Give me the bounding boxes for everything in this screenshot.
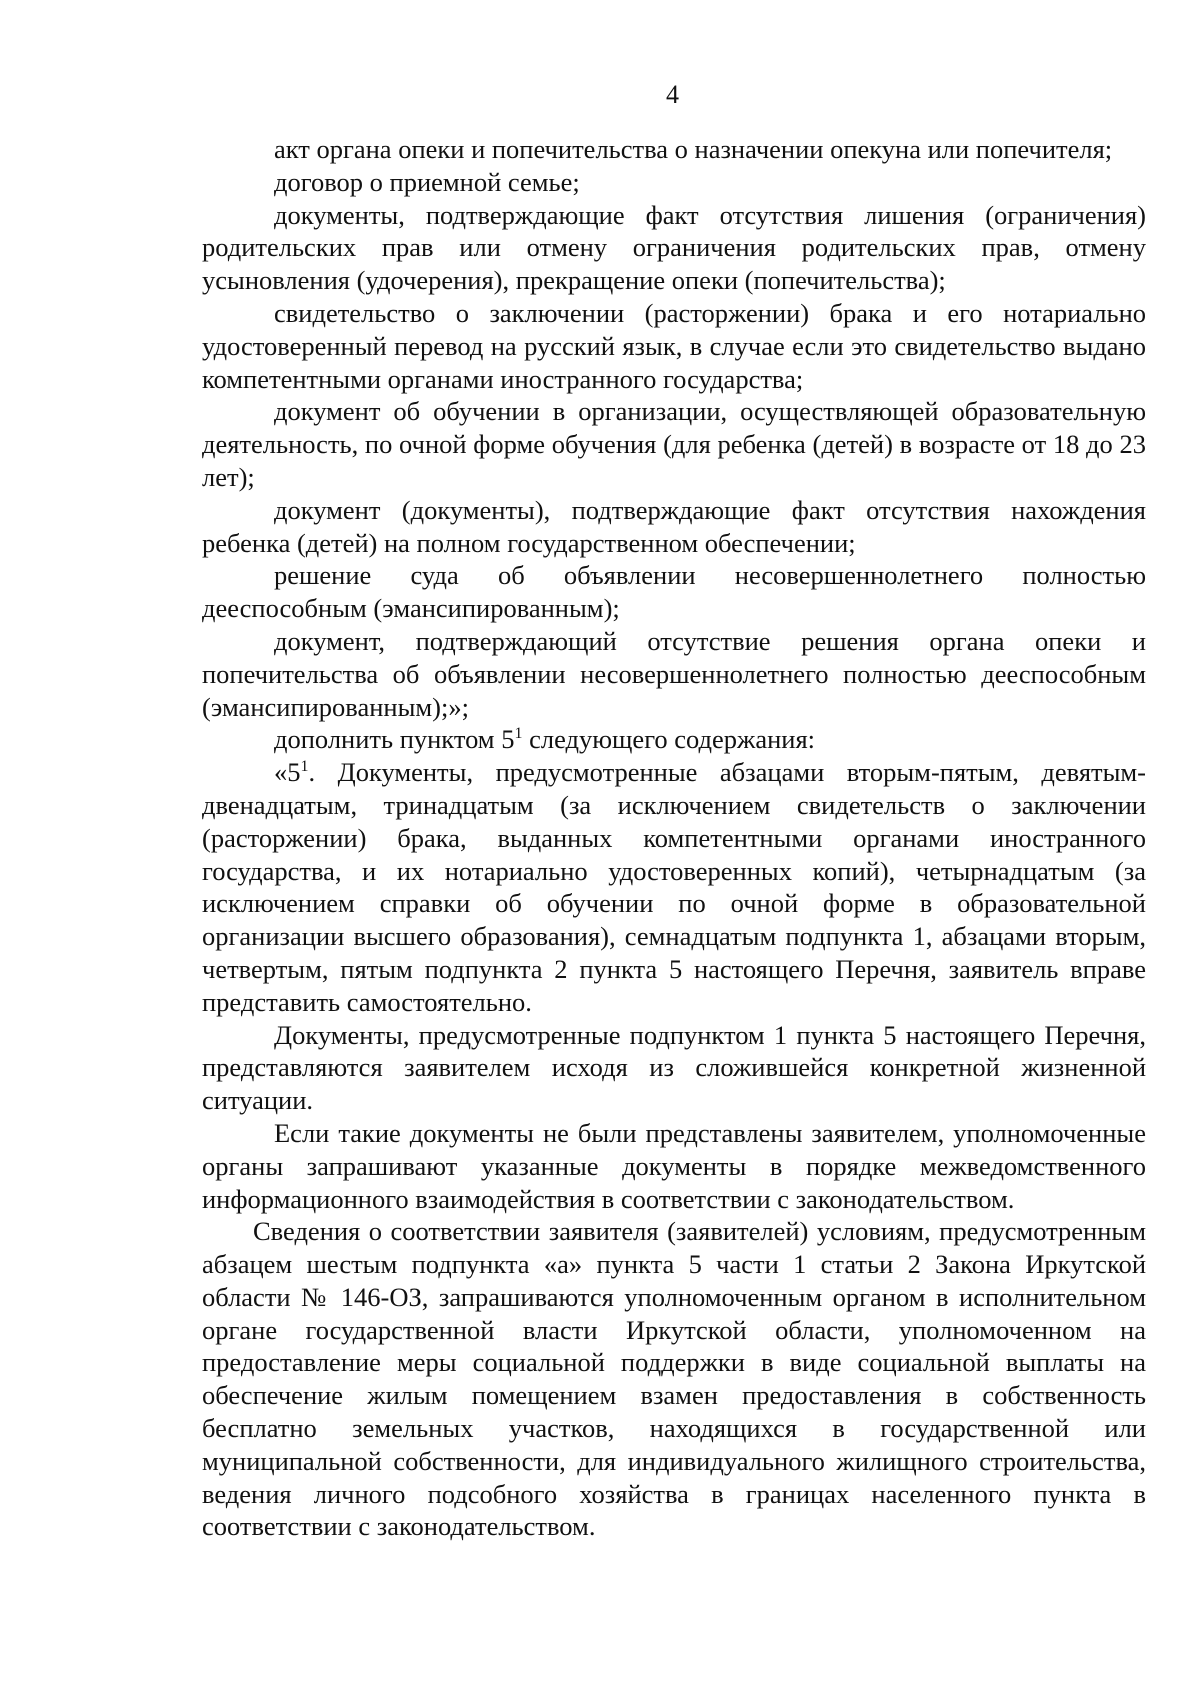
paragraph-parental-rights-documents: документы, подтверждающие факт отсутствия лишения (ограничения) родительских прав или отмену ограничения родительских прав, отмену усыновления (удочерения), прекращение опеки (попечительства); — [202, 199, 1146, 296]
paragraph-foster-family-agreement: договор о приемной семье; — [274, 166, 580, 197]
addition-intro-tail: следующего содержания: — [522, 724, 816, 755]
page-number: 4 — [666, 80, 679, 109]
document-body — [202, 133, 1146, 1543]
paragraph-state-support-document: документ (документы), подтверждающие факт отсутствия нахождения ребенка (детей) на полном государственном обеспечении; — [202, 494, 1146, 558]
paragraph-education-document: документ об обучении в организации, осуществляющей образовательную деятельность, по очной форме обучения (для ребенка (детей) в возрасте от 18 до 23 лет); — [202, 396, 1146, 492]
paragraph-clause-5-1 — [202, 756, 1146, 1018]
addition-intro-superscript: 1 — [514, 725, 523, 743]
paragraph-court-decision: решение суда об объявлении несовершеннолетнего полностью дееспособным (эмансипированным); — [202, 560, 1146, 624]
clause-text: . Документы, предусмотренные абзацами вторым-пятым, девятым-двенадцатым, тринадцатым (за исключением свидетельств о заключении (расторжении) брака, выданных компетентными органами иностранного государства, и их нотариально удостоверенных копий), четырнадцатым (за исключением справки об обучении по очной форме в образовательной организации высшего образования), семнадцатым подпункта 1, абзацами вторым, четвертым, пятым подпункта 2 пункта 5 настоящего Перечня, заявитель вправе представить самостоятельно. — [202, 757, 1146, 1017]
paragraph-life-situation: Документы, предусмотренные подпунктом 1 пункта 5 настоящего Перечня, представляются заявителем исходя из сложившейся конкретной жизненной ситуации. — [202, 1019, 1146, 1116]
clause-open: «5 — [274, 757, 301, 788]
paragraph-addition-intro — [202, 723, 1146, 756]
clause-superscript: 1 — [300, 758, 309, 776]
paragraph-guardianship-act: акт органа опеки и попечительства о назначении опекуна или попечителя; — [274, 134, 1113, 164]
paragraph-applicant-conditions: Сведения о соответствии заявителя (заявителей) условиям, предусмотренным абзацем шестым подпункта «а» пункта 5 части 1 статьи 2 Закона Иркутской области № 146-ОЗ, запрашиваются уполномоченным органом в исполнительном органе государственной власти Иркутской области, уполномоченном на предоставление меры социальной поддержки в виде социальной выплаты на обеспечение жилым помещением взамен предоставления в собственность бесплатно земельных участков, находящихся в государственной или муниципальной собственности, для индивидуального жилищного строительства, ведения личного подсобного хозяйства в границах населенного пункта в соответствии с законодательством. — [202, 1216, 1146, 1542]
paragraph-marriage-certificate: свидетельство о заключении (расторжении) брака и его нотариально удостоверенный перевод на русский язык, в случае если это свидетельство выдано компетентными органами иностранного государства; — [202, 297, 1146, 394]
paragraph-no-guardianship-decision: документ, подтверждающий отсутствие решения органа опеки и попечительства об объявлении несовершеннолетнего полностью дееспособным (эмансипированным);»; — [202, 625, 1146, 722]
addition-intro-text: дополнить пунктом 5 — [274, 724, 515, 755]
paragraph-interagency-request: Если такие документы не были представлены заявителем, уполномоченные органы запрашивают указанные документы в порядке межведомственного информационного взаимодействия в соответствии с законодательством. — [202, 1117, 1146, 1214]
